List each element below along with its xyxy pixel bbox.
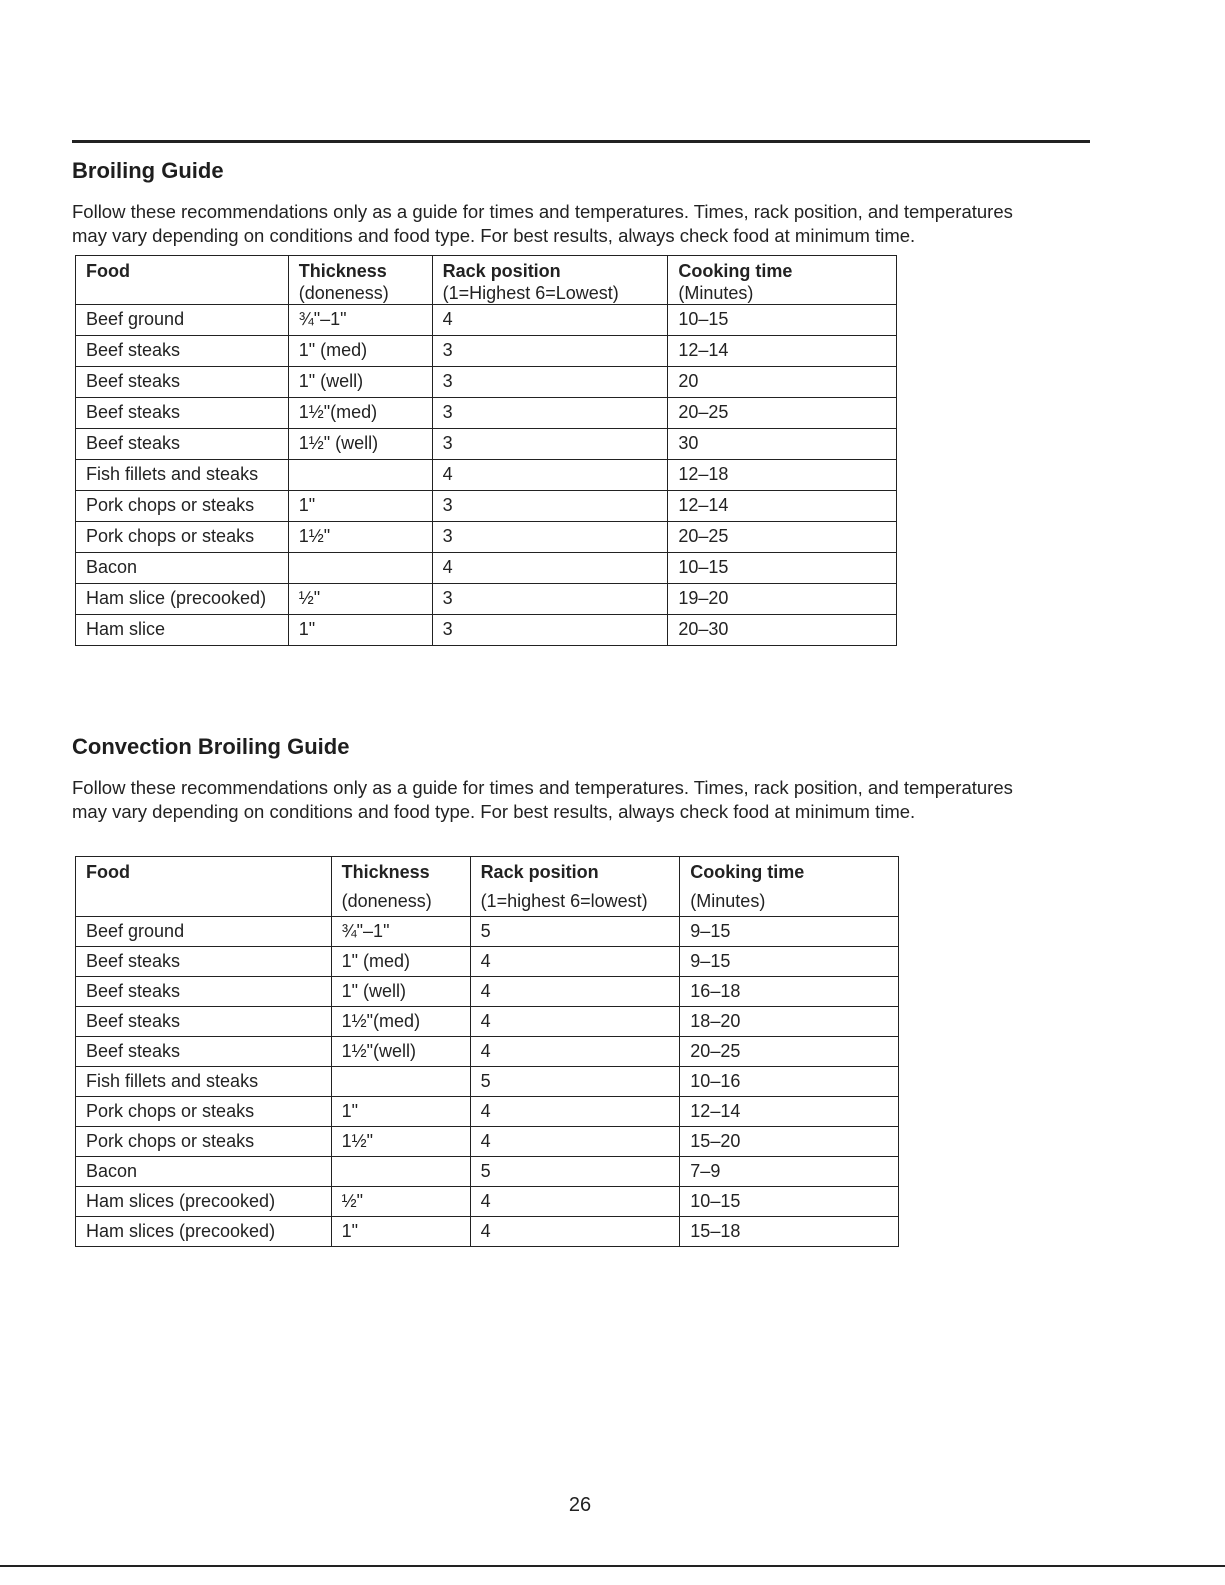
table-row: [76, 584, 897, 615]
table-row: [76, 553, 897, 584]
table-cell: ½": [331, 1187, 470, 1217]
table-row: [76, 1097, 899, 1127]
table-row: [76, 367, 897, 398]
table-cell: 3: [432, 336, 668, 367]
table-header-row: [76, 256, 897, 305]
column-header: [470, 857, 680, 917]
column-header: [432, 256, 668, 305]
page-number: 26: [568, 1494, 592, 1516]
table-cell: 4: [470, 1007, 680, 1037]
table-cell: 9–15: [680, 917, 899, 947]
table-cell: ¾"–1": [331, 917, 470, 947]
table-cell: 4: [470, 1127, 680, 1157]
table-row: [76, 1187, 899, 1217]
broiling-table: [75, 255, 897, 646]
table-cell: Beef steaks: [76, 336, 289, 367]
table-cell: 1½"(med): [331, 1007, 470, 1037]
table-cell: 1": [288, 491, 432, 522]
column-header-label: Thickness: [298, 261, 387, 281]
column-header: [288, 256, 432, 305]
table-cell: 4: [432, 460, 668, 491]
table-row: [76, 1217, 899, 1247]
table-cell: 10–16: [680, 1067, 899, 1097]
table-cell: Pork chops or steaks: [76, 491, 289, 522]
convection-guide-intro: [72, 776, 1112, 824]
table-cell: 12–14: [668, 336, 897, 367]
column-header-sublabel: (doneness): [341, 891, 432, 911]
table-cell: Beef ground: [76, 917, 332, 947]
table-cell: Beef steaks: [76, 1007, 332, 1037]
table-cell: Beef steaks: [76, 429, 289, 460]
column-header: [668, 256, 897, 305]
table-cell: 12–18: [668, 460, 897, 491]
column-header: [76, 256, 289, 305]
table-cell: 9–15: [680, 947, 899, 977]
column-header-sublabel: (1=highest 6=lowest): [480, 891, 648, 911]
table-cell: 1½"(med): [288, 398, 432, 429]
table-cell: 18–20: [680, 1007, 899, 1037]
column-header-label: Rack position: [442, 261, 561, 281]
column-header-label: Cooking time: [690, 862, 805, 882]
table-cell: 4: [470, 1217, 680, 1247]
table-cell: 1" (med): [288, 336, 432, 367]
table-cell: 5: [470, 1067, 680, 1097]
table-cell: Beef ground: [76, 305, 289, 336]
table-cell: [331, 1067, 470, 1097]
table-cell: 5: [470, 917, 680, 947]
column-header: [331, 857, 470, 917]
table-cell: 10–15: [668, 553, 897, 584]
column-header-label: Food: [86, 261, 130, 281]
table-cell: 1½": [288, 522, 432, 553]
table-cell: Pork chops or steaks: [76, 1127, 332, 1157]
table-cell: 3: [432, 429, 668, 460]
table-cell: 3: [432, 398, 668, 429]
table-cell: Beef steaks: [76, 367, 289, 398]
table-cell: 1" (well): [288, 367, 432, 398]
table-cell: 1": [331, 1097, 470, 1127]
table-cell: 4: [470, 947, 680, 977]
table-cell: 20–30: [668, 615, 897, 646]
intro-line: Follow these recommendations only as a guide for times and temperatures. Times, rack position, and temperatures: [72, 777, 1013, 798]
table-cell: Beef steaks: [76, 947, 332, 977]
table-cell: 5: [470, 1157, 680, 1187]
table-row: [76, 615, 897, 646]
table-cell: Beef steaks: [76, 1037, 332, 1067]
table-cell: 20–25: [668, 522, 897, 553]
table-cell: 1½": [331, 1127, 470, 1157]
table-cell: Fish fillets and steaks: [76, 1067, 332, 1097]
table-cell: 19–20: [668, 584, 897, 615]
broiling-guide-intro: [72, 200, 1112, 248]
table-cell: Beef steaks: [76, 398, 289, 429]
table-row: [76, 305, 897, 336]
column-header-sublabel: (Minutes): [690, 891, 766, 911]
table-cell: 3: [432, 615, 668, 646]
table-cell: 10–15: [680, 1187, 899, 1217]
table-cell: Ham slice: [76, 615, 289, 646]
table-cell: 12–14: [668, 491, 897, 522]
table-row: [76, 1127, 899, 1157]
table-cell: 3: [432, 584, 668, 615]
column-header-label: Thickness: [341, 862, 430, 882]
column-header-label: Food: [86, 862, 130, 882]
table-cell: 20: [668, 367, 897, 398]
table-row: [76, 977, 899, 1007]
broiling-guide-title: Broiling Guide: [72, 158, 224, 183]
table-row: [76, 1037, 899, 1067]
table-cell: 3: [432, 491, 668, 522]
table-cell: 30: [668, 429, 897, 460]
table-cell: 10–15: [668, 305, 897, 336]
table-cell: 15–20: [680, 1127, 899, 1157]
column-header-sublabel: (1=Highest 6=Lowest): [442, 283, 619, 303]
table-cell: 4: [470, 1037, 680, 1067]
table-row: [76, 491, 897, 522]
intro-line: may vary depending on conditions and food type. For best results, always check food at minimum time.: [72, 801, 916, 822]
table-cell: 1": [288, 615, 432, 646]
table-row: [76, 398, 897, 429]
column-header: [76, 857, 332, 917]
table-row: [76, 460, 897, 491]
table-cell: ¾"–1": [288, 305, 432, 336]
convection-broiling-guide-title: Convection Broiling Guide: [72, 734, 350, 759]
table-cell: Ham slices (precooked): [76, 1187, 332, 1217]
table-row: [76, 429, 897, 460]
table-cell: 3: [432, 522, 668, 553]
table-cell: 4: [470, 1097, 680, 1127]
table-cell: 4: [432, 305, 668, 336]
table-cell: [288, 553, 432, 584]
table-row: [76, 947, 899, 977]
table-cell: 20–25: [680, 1037, 899, 1067]
table-cell: 1½" (well): [288, 429, 432, 460]
table-cell: 4: [470, 1187, 680, 1217]
table-cell: ½": [288, 584, 432, 615]
convection-broiling-table: [75, 856, 899, 1247]
table-row: [76, 522, 897, 553]
table-cell: 1" (med): [331, 947, 470, 977]
table-cell: 15–18: [680, 1217, 899, 1247]
table-cell: 3: [432, 367, 668, 398]
table-row: [76, 1007, 899, 1037]
bottom-rule: [0, 1565, 1225, 1567]
table-cell: Bacon: [76, 1157, 332, 1187]
table-cell: Ham slices (precooked): [76, 1217, 332, 1247]
table-cell: Ham slice (precooked): [76, 584, 289, 615]
table-cell: 20–25: [668, 398, 897, 429]
table-cell: [288, 460, 432, 491]
column-header-label: Cooking time: [678, 261, 793, 281]
table-cell: 4: [432, 553, 668, 584]
table-row: [76, 336, 897, 367]
column-header: [680, 857, 899, 917]
intro-line: Follow these recommendations only as a guide for times and temperatures. Times, rack position, and temperatures: [72, 201, 1013, 222]
table-cell: Pork chops or steaks: [76, 1097, 332, 1127]
column-header-sublabel: (doneness): [298, 283, 389, 303]
table-cell: Fish fillets and steaks: [76, 460, 289, 491]
column-header-label: Rack position: [480, 862, 599, 882]
top-rule: [72, 140, 1090, 143]
table-cell: 16–18: [680, 977, 899, 1007]
table-row: [76, 1067, 899, 1097]
table-cell: [331, 1157, 470, 1187]
table-header-row: [76, 857, 899, 917]
table-row: [76, 917, 899, 947]
table-cell: Beef steaks: [76, 977, 332, 1007]
intro-line: may vary depending on conditions and food type. For best results, always check food at minimum time.: [72, 225, 916, 246]
table-cell: 1½"(well): [331, 1037, 470, 1067]
table-cell: 1" (well): [331, 977, 470, 1007]
table-cell: 4: [470, 977, 680, 1007]
table-cell: Bacon: [76, 553, 289, 584]
table-cell: 12–14: [680, 1097, 899, 1127]
table-cell: 7–9: [680, 1157, 899, 1187]
table-row: [76, 1157, 899, 1187]
table-cell: Pork chops or steaks: [76, 522, 289, 553]
column-header-sublabel: (Minutes): [678, 283, 754, 303]
table-cell: 1": [331, 1217, 470, 1247]
